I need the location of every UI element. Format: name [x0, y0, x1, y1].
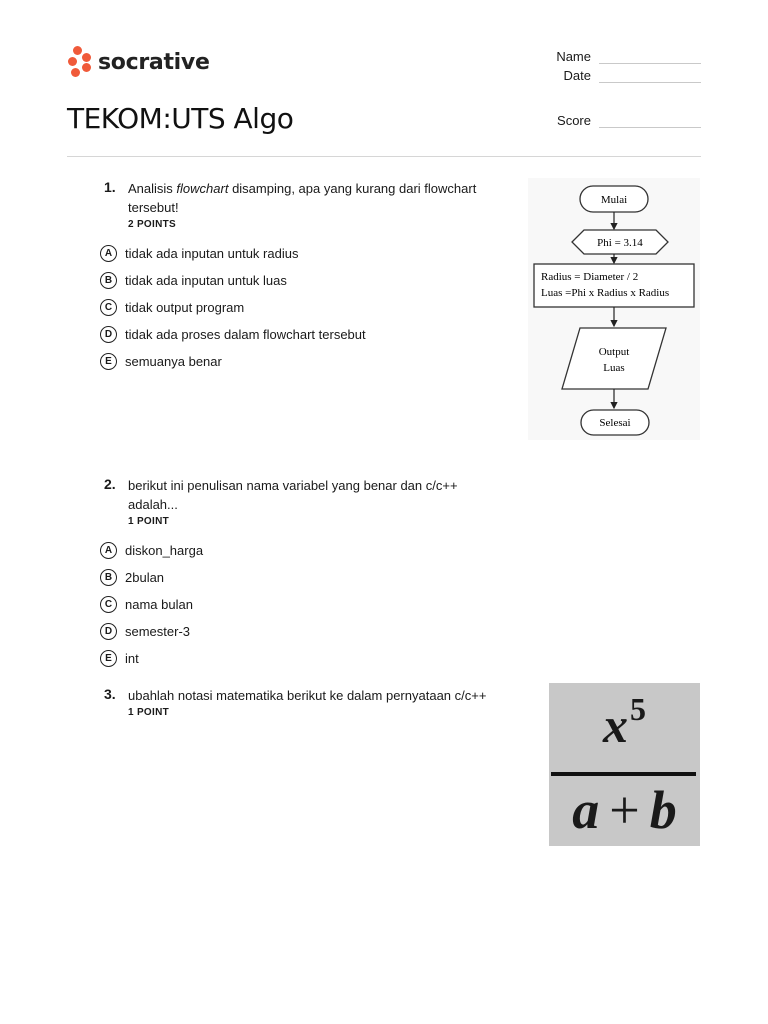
question-number: 3. [104, 686, 116, 702]
answer-options [100, 240, 510, 375]
answer-option[interactable] [100, 294, 510, 321]
formula-exponent: 5 [630, 691, 646, 727]
score-line [599, 116, 701, 128]
header-divider [67, 156, 701, 157]
socrative-logo-icon [68, 46, 94, 78]
flowchart-process-line: Luas =Phi x Radius x Radius [541, 287, 670, 299]
flowchart-output-line: Luas [603, 362, 625, 374]
math-formula-figure [549, 683, 700, 846]
option-letter-circle: E [100, 650, 117, 667]
option-letter-circle: B [100, 272, 117, 289]
option-letter-circle: C [100, 596, 117, 613]
answer-option[interactable] [100, 267, 510, 294]
option-letter-circle: A [100, 245, 117, 262]
score-label: Score [557, 113, 591, 128]
answer-option[interactable] [100, 348, 510, 375]
option-text: tidak ada inputan untuk radius [125, 246, 299, 261]
formula-numerator [549, 691, 700, 754]
score-field [555, 113, 701, 128]
option-text: tidak ada proses dalam flowchart tersebut [125, 327, 366, 342]
answer-option[interactable] [100, 537, 510, 564]
formula-denominator [549, 779, 700, 841]
option-text: 2bulan [125, 570, 165, 585]
flowchart-figure [528, 178, 700, 440]
quiz-title: TEKOM:UTS Algo [67, 102, 294, 135]
name-field [555, 49, 701, 64]
formula-operator: + [609, 780, 640, 840]
option-text: tidak ada inputan untuk luas [125, 273, 287, 288]
answer-option[interactable] [100, 645, 510, 672]
option-text: diskon_harga [125, 543, 204, 558]
option-text: tidak output program [125, 300, 245, 315]
answer-option[interactable] [100, 240, 510, 267]
option-letter-circle: D [100, 623, 117, 640]
option-letter-circle: B [100, 569, 117, 586]
question-points: 1 POINT [128, 516, 169, 527]
option-letter-circle: C [100, 299, 117, 316]
fraction-bar [551, 772, 696, 776]
option-text: semester-3 [125, 624, 191, 639]
name-label: Name [556, 49, 591, 64]
date-field [555, 68, 701, 83]
formula-term: a [572, 780, 600, 840]
option-text: int [125, 651, 139, 666]
name-line [599, 52, 701, 64]
answer-options [100, 537, 510, 672]
flowchart-end-label: Selesai [599, 417, 631, 429]
date-label: Date [563, 68, 591, 83]
flowchart-prep-label: Phi = 3.14 [597, 237, 643, 249]
question-text: berikut ini penulisan nama variabel yang benar dan c/c++ adalah... [128, 478, 458, 512]
question-points: 2 POINTS [128, 219, 176, 230]
option-letter-circle: D [100, 326, 117, 343]
question-text-part: Analisis [128, 181, 177, 196]
question-2 [100, 476, 510, 672]
question-text-emphasis: flowchart [176, 181, 229, 196]
question-1 [100, 179, 510, 375]
formula-term: b [649, 780, 677, 840]
question-text [128, 179, 510, 217]
question-points: 1 POINT [128, 707, 169, 718]
flowchart-output-line: Output [598, 346, 630, 358]
flowchart-process-line: Radius = Diameter / 2 [541, 271, 639, 283]
question-3 [100, 686, 510, 718]
answer-option[interactable] [100, 591, 510, 618]
question-text: ubahlah notasi matematika berikut ke dalam pernyataan c/c++ [128, 688, 487, 703]
question-number: 2. [104, 476, 116, 492]
date-line [599, 71, 701, 83]
option-letter-circle: E [100, 353, 117, 370]
question-number: 1. [104, 179, 116, 195]
answer-option[interactable] [100, 618, 510, 645]
flowchart-output [562, 328, 666, 389]
question-text-part: disamping, apa yang kurang dari flowchart tersebut! [128, 181, 477, 215]
logo-wordmark: socrative [98, 49, 210, 75]
formula-base: x [603, 697, 628, 753]
flowchart-start-label: Mulai [600, 194, 628, 206]
option-letter-circle: A [100, 542, 117, 559]
answer-option[interactable] [100, 321, 510, 348]
socrative-logo [68, 46, 210, 78]
option-text: nama bulan [125, 597, 193, 612]
answer-option[interactable] [100, 564, 510, 591]
option-text: semuanya benar [125, 354, 222, 369]
